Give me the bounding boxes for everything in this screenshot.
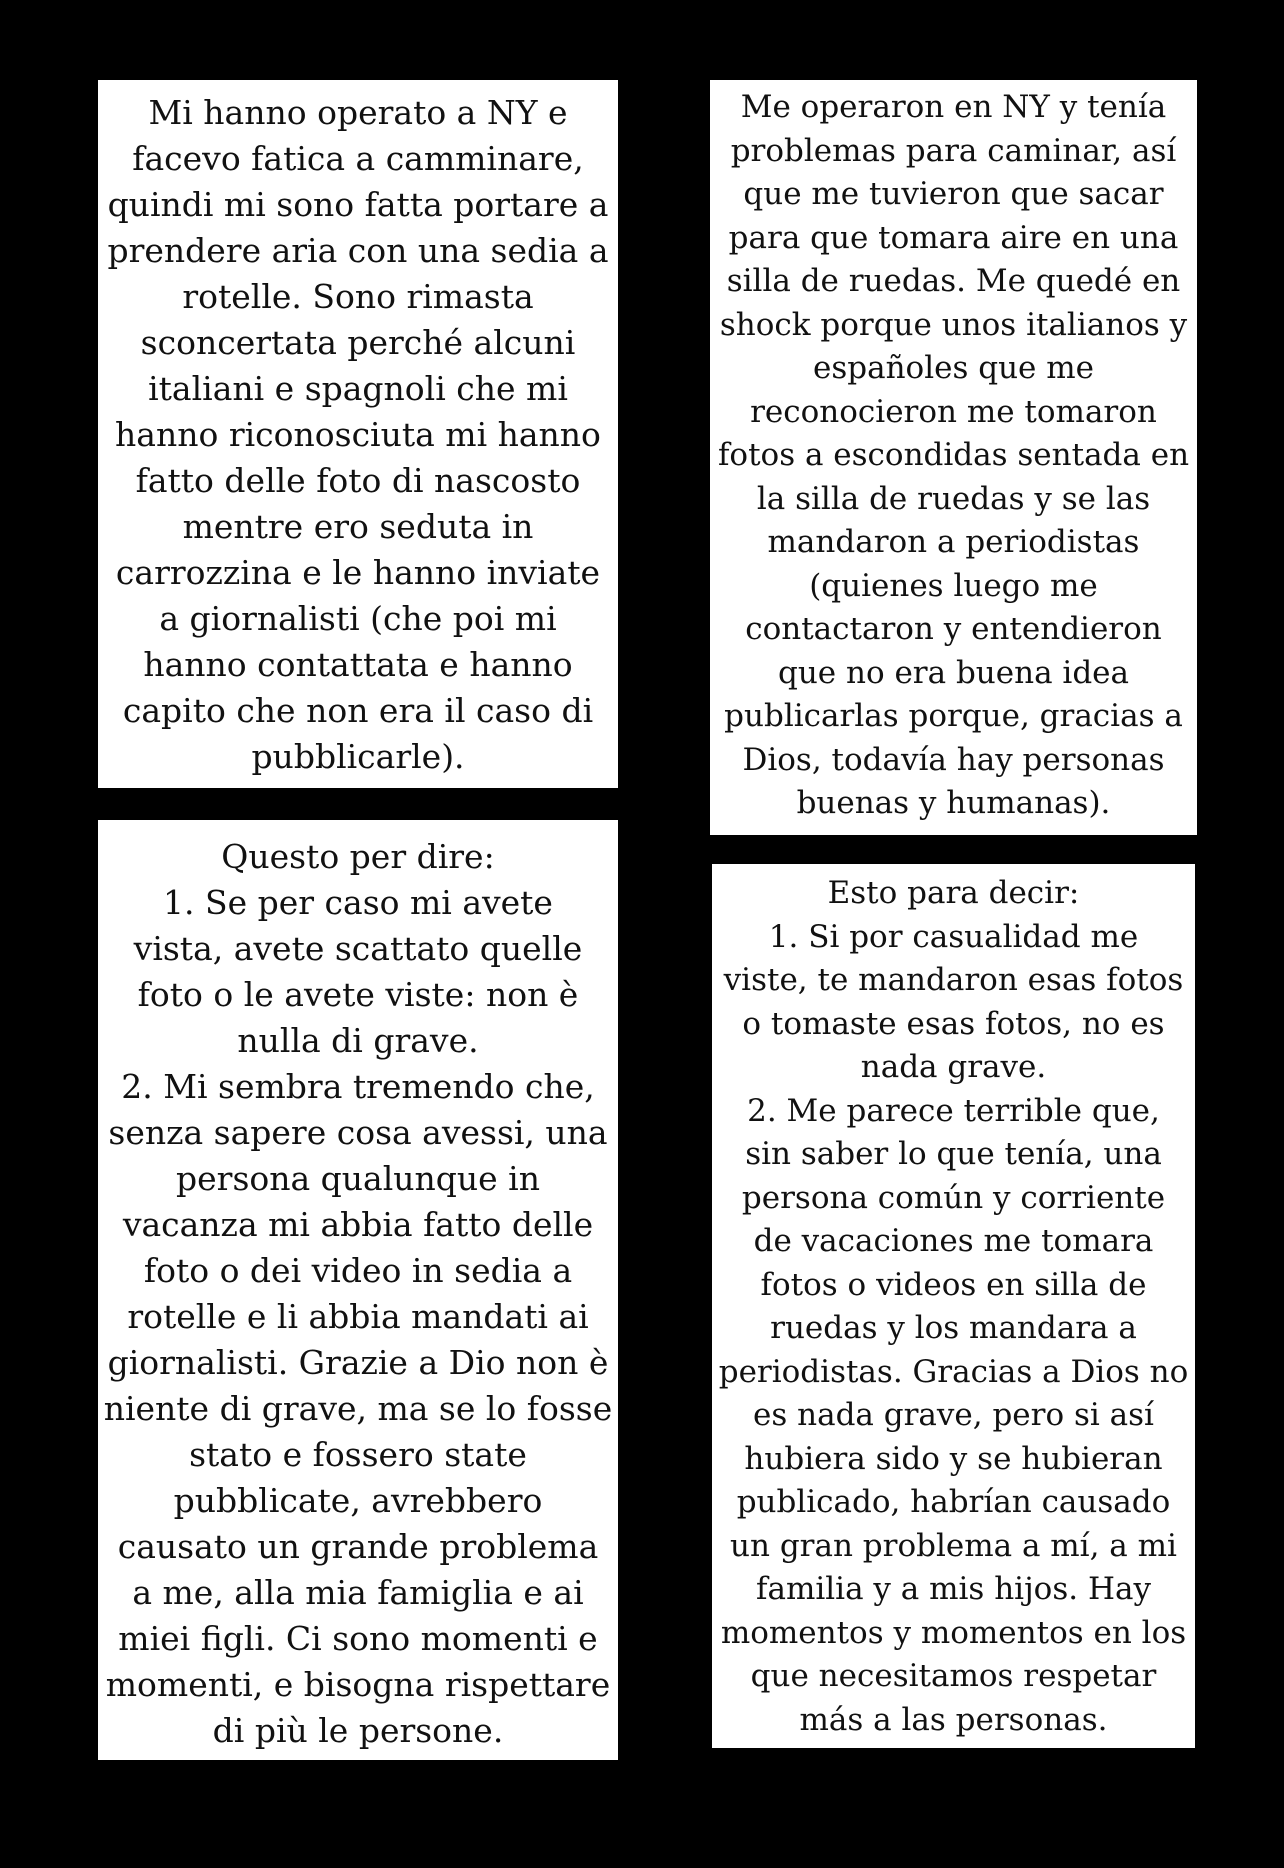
text-line: vista, avete scattato quelle: [133, 929, 583, 968]
text-line: persona común y corriente: [741, 1179, 1166, 1216]
text-line: silla de ruedas. Me quedé en: [726, 263, 1181, 299]
text-line: momentos y momentos en los: [720, 1614, 1187, 1651]
text-line: di più le persone.: [212, 1711, 504, 1750]
text-line: que necesitamos respetar: [750, 1658, 1157, 1694]
text-line: publicarlas porque, gracias a: [724, 698, 1183, 734]
text-line: foto o dei video in sedia a: [143, 1251, 573, 1290]
text-line: fotos o videos en silla de: [760, 1266, 1147, 1303]
text-line: prendere aria con una sedia a: [107, 231, 609, 270]
text-line: nulla di grave.: [237, 1021, 479, 1060]
text-line: familia y a mis hijos. Hay: [755, 1571, 1151, 1607]
text-line: quindi mi sono fatta portare a: [107, 185, 609, 224]
text-line: españoles que me: [813, 350, 1094, 386]
text-line: un gran problema a mí, a mi: [730, 1527, 1177, 1564]
text-line: más a las personas.: [799, 1701, 1108, 1738]
text-line: shock porque unos italianos y: [719, 306, 1188, 343]
text-line: niente di grave, ma se lo fosse: [103, 1389, 613, 1428]
text-line: pubblicarle).: [251, 737, 465, 776]
text-line: hubiera sido y se hubieran: [744, 1440, 1163, 1477]
text-line: Dios, todavía hay personas: [742, 741, 1165, 778]
text-line: viste, te mandaron esas fotos: [723, 962, 1184, 998]
text-line: italiani e spagnoli che mi: [148, 369, 568, 408]
text-line: fotos a escondidas sentada en: [717, 437, 1190, 473]
text-line: mentre ero seduta in: [182, 507, 534, 546]
text-line: senza sapere cosa avessi, una: [108, 1113, 608, 1152]
text-line: fatto delle foto di nascosto: [135, 461, 581, 500]
text-line: pubblicate, avrebbero: [173, 1481, 543, 1520]
text-line: Mi hanno operato a NY e: [148, 93, 568, 132]
text-line: que me tuvieron que sacar: [743, 176, 1164, 212]
text-line: hanno contattata e hanno: [143, 645, 573, 684]
text-line: publicado, habrían causado: [736, 1484, 1171, 1520]
text-line: es nada grave, pero si así: [753, 1397, 1154, 1433]
text-line: ruedas y los mandara a: [770, 1310, 1137, 1346]
text-line: a me, alla mia famiglia e ai: [132, 1573, 584, 1612]
text-line: momenti, e bisogna rispettare: [105, 1665, 611, 1704]
story-card-italian-2: [98, 820, 618, 1760]
text-line: carrozzina e le hanno inviate: [115, 553, 601, 592]
text-line: stato e fossero state: [189, 1435, 527, 1474]
story-card-spanish-1: [710, 80, 1197, 835]
text-line: a giornalisti (che poi mi: [159, 599, 557, 638]
text-line: problemas para caminar, así: [730, 132, 1177, 169]
story-card-spanish-2: [712, 864, 1195, 1748]
text-line: que no era buena idea: [777, 654, 1130, 691]
text-line: nada grave.: [860, 1049, 1047, 1085]
text-line: (quienes luego me: [809, 567, 1098, 604]
text-line: periodistas. Gracias a Dios no: [718, 1353, 1189, 1390]
text-line: Me operaron en NY y tenía: [740, 89, 1167, 125]
text-line: rotelle. Sono rimasta: [182, 277, 534, 316]
text-line: causato un grande problema: [117, 1527, 599, 1566]
text-line: hanno riconosciuta mi hanno: [115, 415, 601, 454]
text-line: facevo fatica a camminare,: [132, 139, 584, 178]
text-line: o tomaste esas fotos, no es: [742, 1005, 1165, 1042]
text-line: 1. Si por casualidad me: [768, 918, 1139, 955]
text-line: 1. Se per caso mi avete: [163, 883, 553, 922]
text-line: miei figli. Ci sono momenti e: [118, 1619, 598, 1658]
text-line: Esto para decir:: [827, 875, 1080, 911]
text-line: capito che non era il caso di: [122, 691, 594, 730]
text-line: reconocieron me tomaron: [750, 393, 1157, 430]
text-line: vacanza mi abbia fatto delle: [122, 1205, 594, 1244]
text-line: sconcertata perché alcuni: [140, 323, 576, 362]
text-line: persona qualunque in: [176, 1159, 540, 1198]
text-line: 2. Mi sembra tremendo che,: [121, 1067, 595, 1106]
story-card-italian-1: [98, 80, 618, 788]
text-line: mandaron a periodistas: [767, 524, 1140, 560]
text-line: para que tomara aire en una: [728, 219, 1179, 256]
text-line: giornalisti. Grazie a Dio non è: [107, 1343, 609, 1382]
text-line: contactaron y entendieron: [745, 611, 1162, 647]
text-line: Questo per dire:: [221, 837, 495, 876]
text-line: sin saber lo que tenía, una: [745, 1136, 1162, 1172]
text-line: buenas y humanas).: [796, 785, 1111, 821]
text-line: la silla de ruedas y se las: [756, 480, 1151, 517]
text-line: foto o le avete viste: non è: [137, 975, 579, 1014]
text-line: rotelle e li abbia mandati ai: [127, 1297, 589, 1336]
text-line: de vacaciones me tomara: [753, 1223, 1154, 1259]
text-line: 2. Me parece terrible que,: [747, 1092, 1160, 1129]
